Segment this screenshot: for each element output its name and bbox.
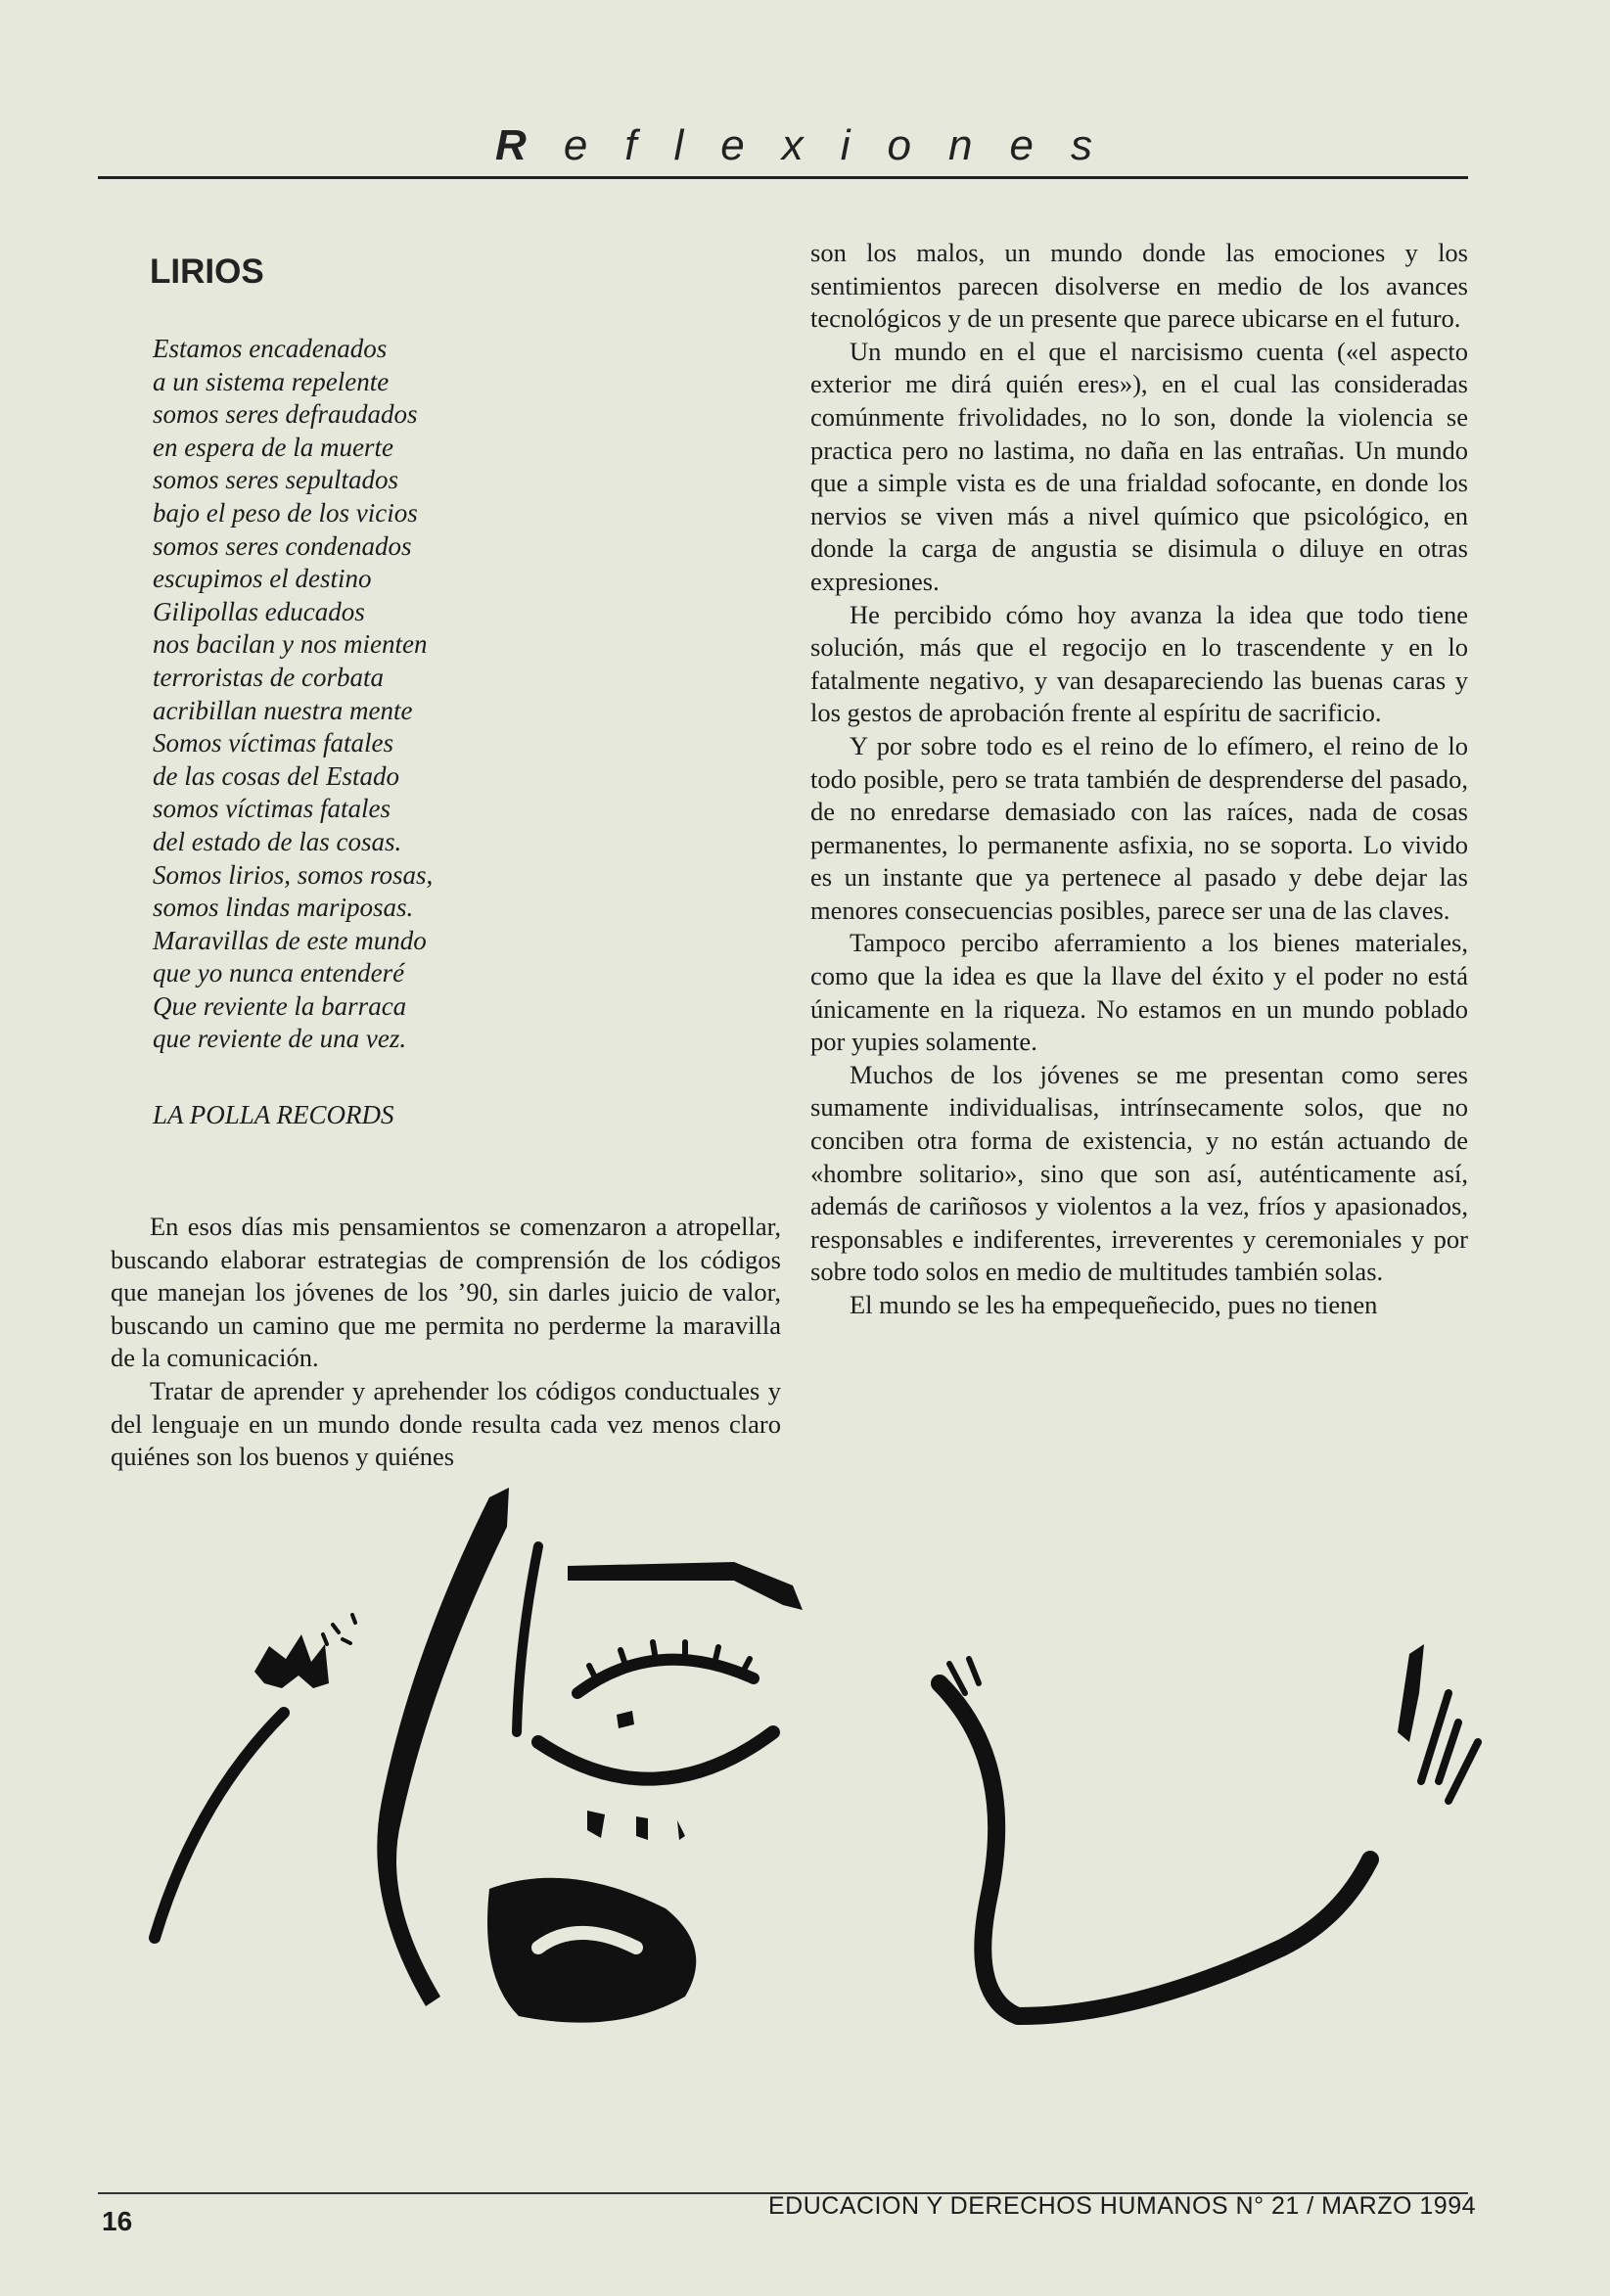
poem-line: bajo el peso de los vicios — [153, 497, 418, 528]
poem-line: somos seres condenados — [153, 530, 412, 561]
poem-line: terroristas de corbata — [153, 662, 384, 692]
paragraph: El mundo se les ha empequeñecido, pues no tienen — [850, 1290, 1378, 1319]
paragraph: En esos días mis pensamientos se comenzaron a atropellar, buscando elaborar estrategias de comprensión de los códigos que manejan los jóvenes de los ’90, sin darles juicio de valor, buscando un camino que me permita no perderme la maravilla de la comunicación. — [111, 1212, 781, 1373]
paragraph: Muchos de los jóvenes se me presentan como seres sumamente individualisas, intrínsecamente solos, que no conciben otra forma de existencia, y no están actuando de «hombre solitario», sino que son así, auténticamente así, además de cariñosos y violentos a la vez, fríos y apasionados, responsables e indiferentes, irreverentes y ceremoniales y por sobre todo solos en medio de multitudes también solas. — [810, 1059, 1468, 1287]
poem — [153, 333, 781, 1056]
poem-line: del estado de las cosas. — [153, 826, 402, 856]
paragraph: son los malos, un mundo donde las emociones y los sentimientos parecen disolverse en medio de los avances tecnológicos y de un presente que parece ubicarse en el futuro. — [810, 238, 1468, 334]
poem-line: somos lindas mariposas. — [153, 893, 414, 923]
paragraph: Tratar de aprender y aprehender los códigos conductuales y del lenguaje en un mundo donde resulta cada vez menos claro quiénes son los buenos y quiénes — [111, 1376, 781, 1472]
article-body-left — [111, 1211, 781, 1474]
poem-line: escupimos el destino — [153, 564, 372, 594]
poem-line: acribillan nuestra mente — [153, 695, 413, 725]
poem-line: en espera de la muerte — [153, 432, 393, 462]
poem-title: LIRIOS — [150, 253, 264, 291]
poem-author: LA POLLA RECORDS — [153, 1100, 394, 1130]
poem-line: Maravillas de este mundo — [153, 925, 427, 955]
article-body-right — [810, 237, 1468, 1322]
publication-footer: EDUCACION Y DERECHOS HUMANOS N° 21 / MARZO 1994 — [767, 2192, 1476, 2220]
right-column — [810, 237, 1468, 1322]
poem-line: que yo nunca entenderé — [153, 958, 405, 988]
poem-line: Gilipollas educados — [153, 596, 365, 626]
poem-line: nos bacilan y nos mienten — [153, 629, 428, 660]
ink-face-illustration — [108, 1488, 1527, 2036]
poem-line: que reviente de una vez. — [153, 1024, 407, 1054]
poem-line: somos seres sepultados — [153, 465, 399, 495]
paragraph: Tampoco percibo aferramiento a los bienes materiales, como que la idea es que la llave del éxito y el poder no está únicamente en la riqueza. No estamos en un mundo poblado por yupies solamente. — [810, 928, 1468, 1057]
poem-line: Somos lirios, somos rosas, — [153, 859, 434, 890]
poem-line: somos víctimas fatales — [153, 794, 391, 824]
poem-line: Estamos encadenados — [153, 334, 388, 363]
paragraph: Un mundo en el que el narcisismo cuenta («el aspecto exterior me dirá quién eres»), en el cual las consideradas comúnmente frivolidades, no lo son, donde la violencia se practica pero no lastima, no daña en las entrañas. Un mundo que a simple vista es de una frialdad sofocante, en donde los nervios se viven más a nivel químico que psicológico, en donde la carga de angustia se disimula o diluye en otras expresiones. — [810, 336, 1468, 596]
poem-line: Somos víctimas fatales — [153, 728, 393, 758]
paragraph: Y por sobre todo es el reino de lo efímero, el reino de lo todo posible, pero se trata también de desprenderse del pasado, de no enredarse demasiado con las raíces, nada de cosas permanentes, lo permanente asfixia, no se soporta. Lo vivido es un instante que ya pertenece al pasado y debe dejar las menores consecuencias posibles, parece ser una de las claves. — [810, 730, 1468, 925]
section-header — [98, 115, 1468, 179]
poem-line: somos seres defraudados — [153, 399, 418, 430]
poem-line: Que reviente la barraca — [153, 990, 407, 1021]
poem-line: a un sistema repelente — [153, 366, 390, 396]
left-column — [111, 235, 781, 1474]
paragraph: He percibido cómo hoy avanza la idea que todo tiene solución, más que el regocijo en lo trascendente y en lo fatalmente negativo, y van desapareciendo las buenas caras y los gestos de aprobación frente al espíritu de sacrificio. — [810, 599, 1468, 728]
section-title: Reflexiones — [495, 121, 1129, 169]
page-number: 16 — [102, 2206, 133, 2236]
poem-line: de las cosas del Estado — [153, 760, 399, 791]
